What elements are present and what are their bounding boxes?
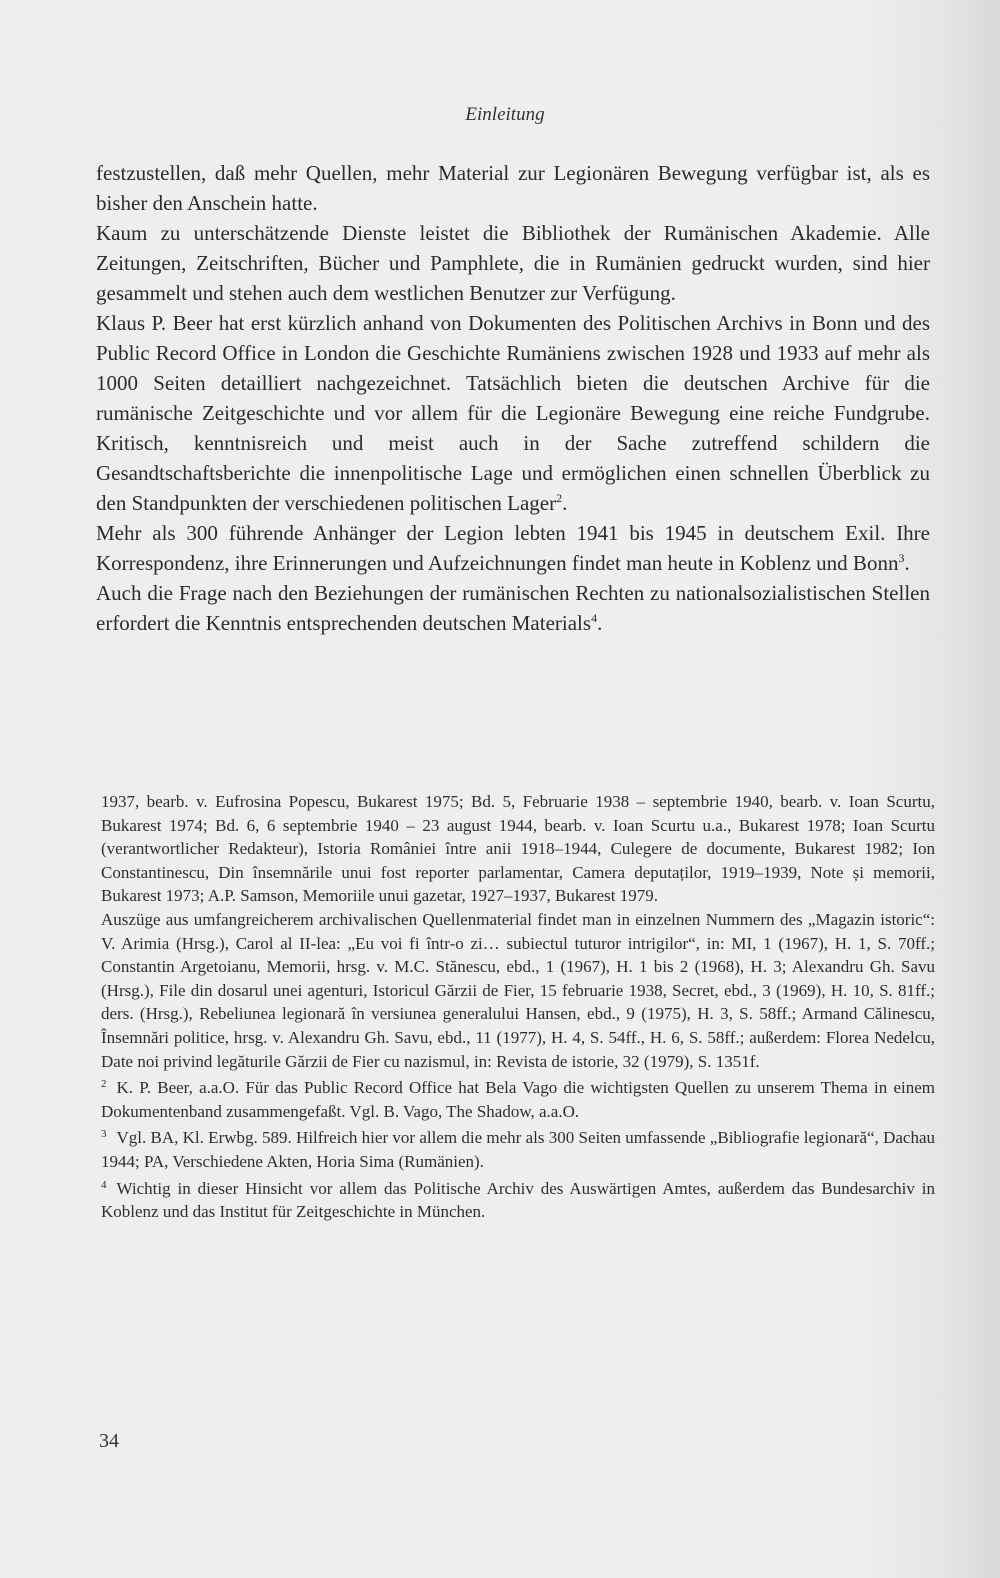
paragraph: Kaum zu unterschätzende Dienste leistet die Bibliothek der Rumänischen Akademie. Alle Zeitungen, Zeitschriften, Bücher und Pamphlete, die in Rumänien gedruckt wurden, sind hier gesammelt und stehen auch dem westlichen Benutzer zur Verfügung. <box>96 221 930 305</box>
footnote <box>101 1073 935 1123</box>
paragraph-end: . <box>597 611 603 635</box>
footnote <box>101 1123 935 1173</box>
paragraph-end: . <box>562 491 568 515</box>
page-number: 34 <box>99 1430 119 1452</box>
paragraph-text: Mehr als 300 führende Anhänger der Legion lebten 1941 bis 1945 in deutschem Exil. Ihre Korrespondenz, ihre Erinnerungen und Aufzeichnungen findet man heute in Koblenz und Bonn <box>96 521 930 575</box>
footnote-number: 3 <box>101 1128 107 1141</box>
footnote-ref: 3 <box>898 551 905 565</box>
paragraph <box>96 578 930 638</box>
paragraph <box>96 308 930 518</box>
paragraph-text: Auch die Frage nach den Beziehungen der rumänischen Rechten zu nationalsozialistischen Stellen erfordert die Kenntnis entsprechenden deutschen Materials <box>96 581 930 635</box>
paragraph-text: Klaus P. Beer hat erst kürzlich anhand von Dokumenten des Politischen Archivs in Bonn und des Public Record Office in London die Geschichte Rumäniens zwischen 1928 und 1933 auf mehr als 1000 Seiten detailliert nachgezeichnet. Tatsächlich bieten die deutschen Archive für die rumänische Zeitgeschichte und vor allem für die Legionäre Bewegung eine reiche Fundgrube. Kritisch, kenntnisreich und meist auch in der Sache zutreffend schildern die Gesandtschaftsberichte die innenpolitische Lage und ermöglichen einen schnellen Überblick zu den Standpunkten der verschiedenen politischen Lager <box>96 311 930 515</box>
paragraph-end: . <box>904 551 910 575</box>
footnote-number: 2 <box>101 1078 107 1091</box>
footnote-ref: 2 <box>556 491 563 505</box>
main-text <box>96 158 930 638</box>
footnote-text: K. P. Beer, a.a.O. Für das Public Record Office hat Bela Vago die wichtigsten Quellen zu unserem Thema in einem Dokumentenband zusammengefaßt. Vgl. B. Vago, The Shadow, a.a.O. <box>101 1078 935 1121</box>
footnotes <box>101 790 935 1224</box>
paragraph <box>96 518 930 578</box>
footnote-continued: Auszüge aus umfangreicherem archivalischen Quellenmaterial findet man in einzelnen Nummern des „Magazin istoric“: V. Arimia (Hrsg.), Carol al II-lea: „Eu voi fi într-o zi… subiectul tuturor intrigilor“, in: MI, 1 (1967), H. 1, S. 70ff.; Constantin Argetoianu, Memorii, hrsg. v. M.C. Stănescu, ebd., 1 (1967), H. 1 bis 2 (1968), H. 3; Alexandru Gh. Savu (Hrsg.), File din dosarul unei agenturi, Istoricul Gărzii de Fier, 15 februarie 1938, Secret, ebd., 3 (1969), H. 10, S. 81ff.; ders. (Hrsg.), Rebeliunea legionară în versiunea generalului Hansen, ebd., 9 (1975), H. 3, S. 58ff.; Armand Călinescu, Însemnări politice, hrsg. v. Alexandru Gh. Savu, ebd., 11 (1977), H. 4, S. 54ff., H. 6, S. 58ff.; außerdem: Florea Nedelcu, Date noi privind legăturile Gărzii de Fier cu nazismul, in: Revista de istorie, 32 (1979), S. 1351f. <box>101 909 935 1071</box>
running-head: Einleitung <box>465 104 545 125</box>
footnote-text: Wichtig in dieser Hinsicht vor allem das Politische Archiv des Auswärtigen Amtes, außerdem das Bundesarchiv in Koblenz und das Institut für Zeitgeschichte in München. <box>101 1178 935 1222</box>
footnote-continued: 1937, bearb. v. Eufrosina Popescu, Bukarest 1975; Bd. 5, Februarie 1938 – septembrie 1940, bearb. v. Ioan Scurtu, Bukarest 1974; Bd. 6, 6 septembrie 1940 – 23 august 1944, bearb. v. Ioan Scurtu u.a., Bukarest 1978; Ioan Scurtu (verantwortlicher Redakteur), Istoria României între anii 1918–1944, Culegere de documente, Bukarest 1982; Ion Constantinescu, Din însemnările unui fost reporter parlamentar, Camera deputaților, 1919–1939, Note și memorii, Bukarest 1973; A.P. Samson, Memoriile unui gazetar, 1927–1937, Bukarest 1979. <box>101 792 935 906</box>
footnote-number: 4 <box>101 1178 107 1191</box>
paragraph: festzustellen, daß mehr Quellen, mehr Material zur Legionären Bewegung verfügbar ist, als es bisher den Anschein hatte. <box>96 161 930 215</box>
footnote <box>101 1174 935 1224</box>
footnote-text: Vgl. BA, Kl. Erwbg. 589. Hilfreich hier vor allem die mehr als 300 Seiten umfassende „Bibliografie legionară“, Dachau 1944; PA, Verschiedene Akten, Horia Sima (Rumänien). <box>101 1128 935 1171</box>
footnote-ref: 4 <box>591 611 598 625</box>
